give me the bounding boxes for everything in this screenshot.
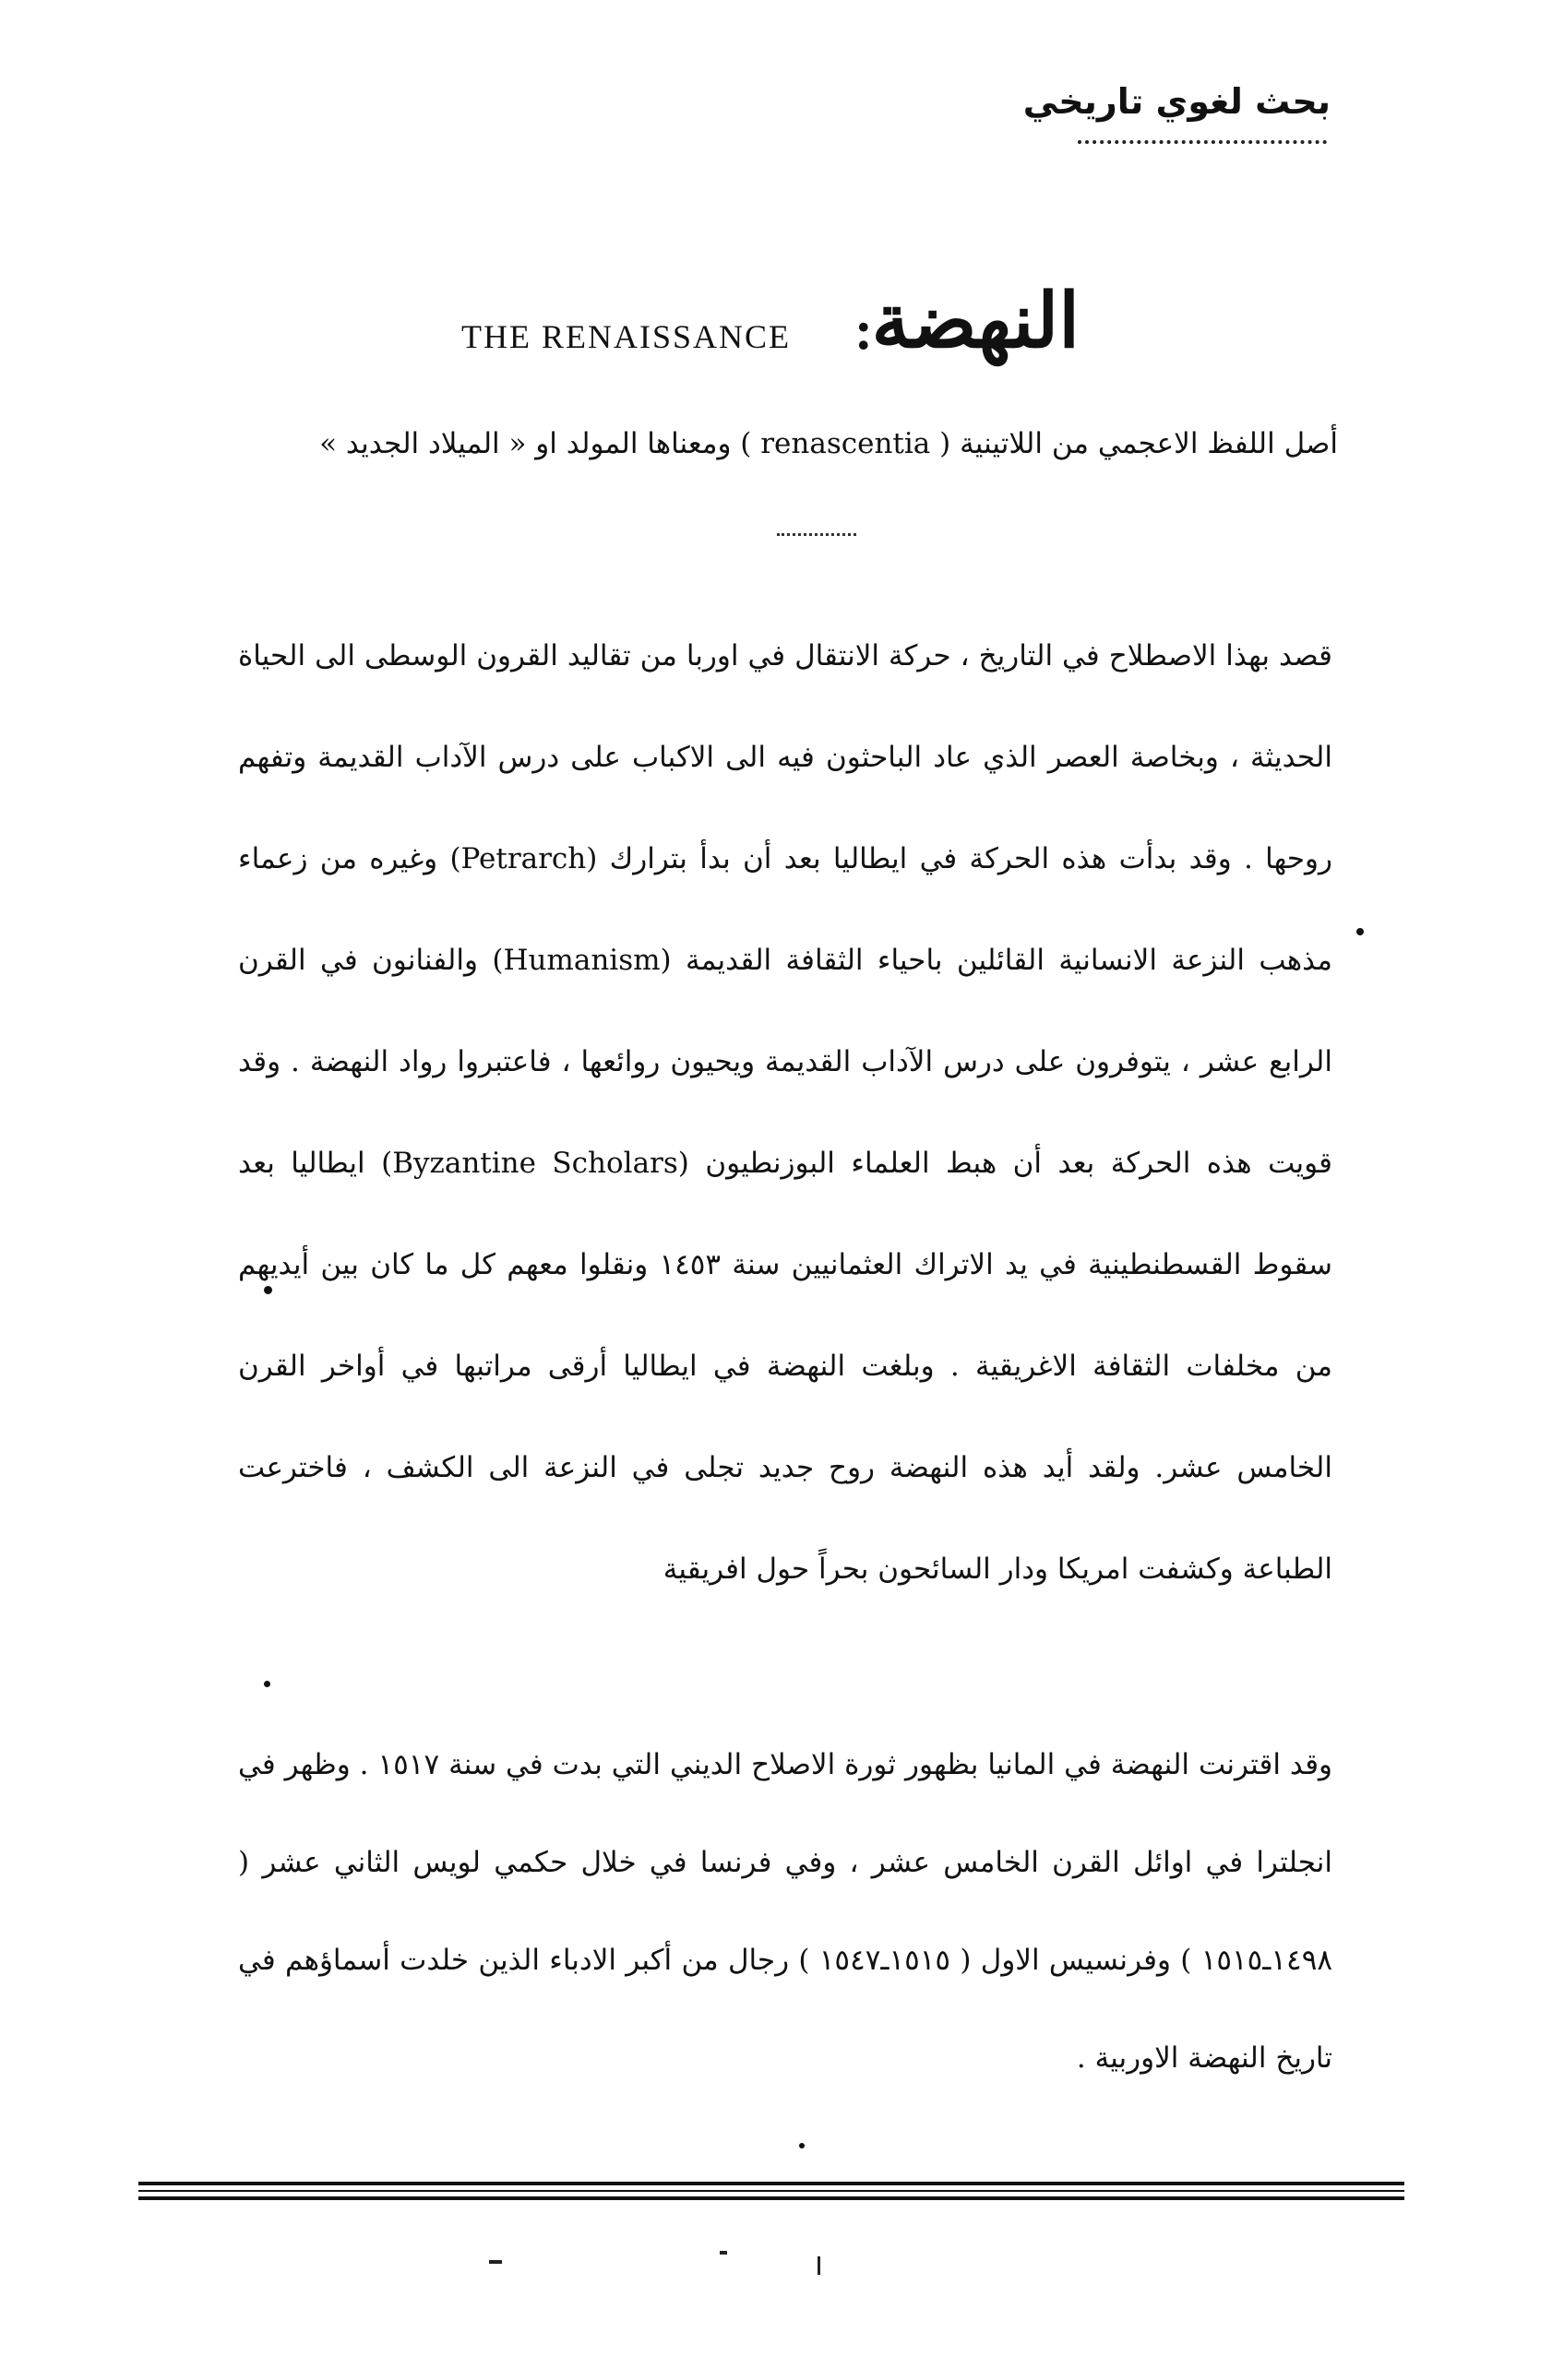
footer-mark — [720, 2251, 727, 2255]
body-paragraph-1: قصد بهذا الاصطلاح في التاريخ ، حركة الانتقال في اوربا من تقاليد القرون الوسطى الى الحياة الحديثة ، وبخاصة العصر الذي عاد الباحثون فيه الى الاكباب على درس الآداب القديمة وتفهم روحها . وقد بدأت هذه الحركة في ايطاليا بعد أن بدأ بترارك (Petrarch) وغيره من زعماء مذهب النزعة الانسانية القائلين باحياء الثقافة القديمة (Humanism) والفنانون في القرن الرابع عشر ، يتوفرون على درس الآداب القديمة ويحيون روائعها ، فاعتبروا رواد النهضة . وقد قويت هذه الحركة بعد أن هبط العلماء البوزنطيون (Byzantine Scholars) ايطاليا بعد سقوط القسطنطينية في يد الاتراك العثمانيين سنة ١٤٥٣ ونقلوا معهم كل ما كان بين أيديهم من مخلفات الثقافة الاغريقية . وبلغت النهضة في ايطاليا أرقى مراتبها في أواخر القرن الخامس عشر. ولقد أيد هذه النهضة روح جديد تجلى في النزعة الى الكشف ، فاخترعت الطباعة وكشفت امريكا ودار السائحون بحراً حول افريقية — [238, 639, 1333, 1586]
etymology-line: أصل اللفظ الاعجمي من اللاتينية ( renascentia ) ومعناها المولد او « الميلاد الجديد » — [319, 427, 1338, 460]
print-speck — [799, 2143, 805, 2148]
dotted-underline — [1078, 140, 1327, 144]
footer-mark — [489, 2260, 502, 2264]
title-separator: : — [854, 300, 873, 361]
footer-rule — [138, 2182, 1404, 2185]
footer-rule — [138, 2190, 1404, 2192]
body-paragraph-2: وقد اقترنت النهضة في المانيا بظهور ثورة الاصلاح الديني التي بدت في سنة ١٥١٧ . وظهر في انجلترا في اوائل القرن الخامس عشر ، وفي فرنسا في خلال حكمي لويس الثاني عشر ( ١٤٩٨ـ١٥١٥ ) وفرنسيس الاول ( ١٥١٥ـ١٥٤٧ ) رجال من أكبر الادباء الذين خلدت أسماؤهم في تاريخ النهضة الاوربية . — [238, 1748, 1332, 2075]
print-speck — [1356, 928, 1364, 935]
print-speck — [264, 1681, 270, 1687]
page-title — [452, 277, 1116, 378]
footer-rule — [138, 2196, 1404, 2200]
print-speck — [264, 1286, 272, 1294]
title-english: THE RENAISSANCE — [461, 318, 792, 355]
section-label: بحث لغوي تاريخي — [1022, 81, 1331, 122]
footer-mark — [818, 2256, 820, 2275]
title-arabic: النهضة — [871, 277, 1080, 365]
divider-ornament — [777, 533, 856, 536]
